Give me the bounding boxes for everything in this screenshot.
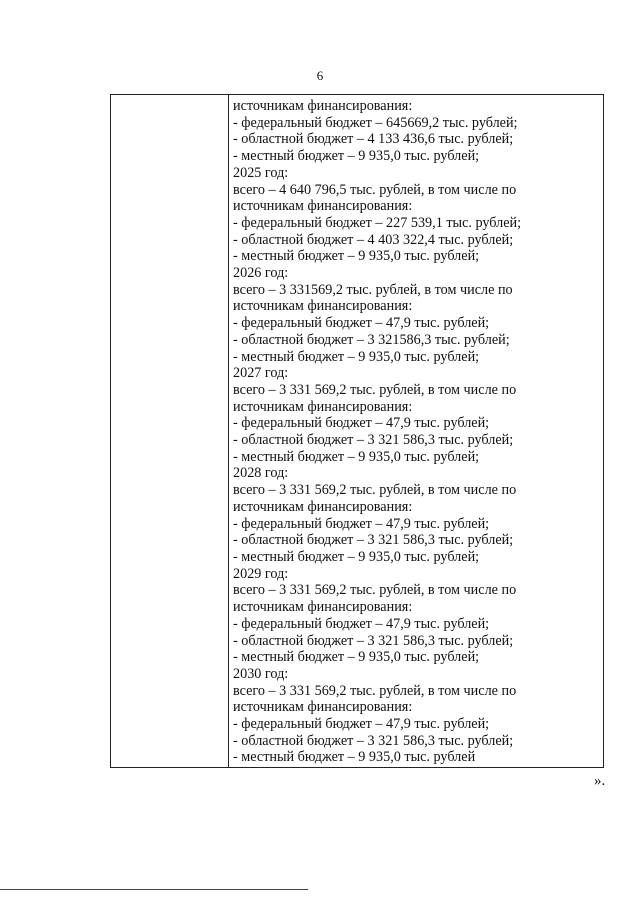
text-line: - федеральный бюджет – 47,9 тыс. рублей; [233,315,490,332]
text-line: всего – 4 640 796,5 тыс. рублей, в том числе по [233,181,517,198]
text-line: - местный бюджет – 9 935,0 тыс. рублей; [233,348,480,365]
closing-quote: ». [594,773,606,789]
table-column-divider [228,95,229,767]
text-line: источникам финансирования: [233,398,413,415]
text-line: источникам финансирования: [233,298,413,315]
text-line: всего – 3 331 569,2 тыс. рублей, в том числе по [233,582,517,599]
text-line: - федеральный бюджет – 47,9 тыс. рублей; [233,615,490,632]
text-line: - областной бюджет – 3 321 586,3 тыс. рублей; [233,732,514,749]
text-line: источникам финансирования: [233,198,413,215]
text-line: всего – 3 331569,2 тыс. рублей, в том числе по [233,281,513,298]
text-line: - областной бюджет – 3 321 586,3 тыс. рублей; [233,432,514,449]
text-line: 2028 год: [233,465,289,482]
text-line: - федеральный бюджет – 47,9 тыс. рублей; [233,415,490,432]
text-line: всего – 3 331 569,2 тыс. рублей, в том числе по [233,682,517,699]
text-line: 2027 год: [233,365,289,382]
text-line: - областной бюджет – 3 321 586,3 тыс. рублей; [233,532,514,549]
text-line: - местный бюджет – 9 935,0 тыс. рублей; [233,248,480,265]
text-line: - областной бюджет – 3 321586,3 тыс. рублей; [233,331,510,348]
text-line: всего – 3 331 569,2 тыс. рублей, в том числе по [233,482,517,499]
text-line: источникам финансирования: [233,498,413,515]
text-line: 2025 год: [233,164,289,181]
text-line: источникам финансирования: [233,599,413,616]
text-line: - местный бюджет – 9 935,0 тыс. рублей; [233,448,480,465]
text-line: - областной бюджет – 4 403 322,4 тыс. рублей; [233,231,514,248]
text-line: 2026 год: [233,265,289,282]
text-line: - областной бюджет – 4 133 436,6 тыс. рублей; [233,131,514,148]
text-line: 2030 год: [233,665,289,682]
text-line: - федеральный бюджет – 47,9 тыс. рублей; [233,515,490,532]
funding-table [110,94,604,768]
text-line: - местный бюджет – 9 935,0 тыс. рублей; [233,548,480,565]
text-line: - местный бюджет – 9 935,0 тыс. рублей; [233,148,480,165]
text-line: - местный бюджет – 9 935,0 тыс. рублей; [233,649,480,666]
text-line: всего – 3 331 569,2 тыс. рублей, в том числе по [233,381,517,398]
text-line: - местный бюджет – 9 935,0 тыс. рублей [233,749,476,766]
text-line: - федеральный бюджет – 227 539,1 тыс. рублей; [233,214,522,231]
text-line: - областной бюджет – 3 321 586,3 тыс. рублей; [233,632,514,649]
text-line: источникам финансирования: [233,699,413,716]
text-line: 2029 год: [233,565,289,582]
funding-text-cell [233,98,599,766]
text-line: - федеральный бюджет – 47,9 тыс. рублей; [233,716,490,733]
page-number: 6 [316,68,324,83]
text-line: источникам финансирования: [233,98,413,114]
footer-rule [0,889,308,890]
text-line: - федеральный бюджет – 645669,2 тыс. рублей; [233,114,518,131]
